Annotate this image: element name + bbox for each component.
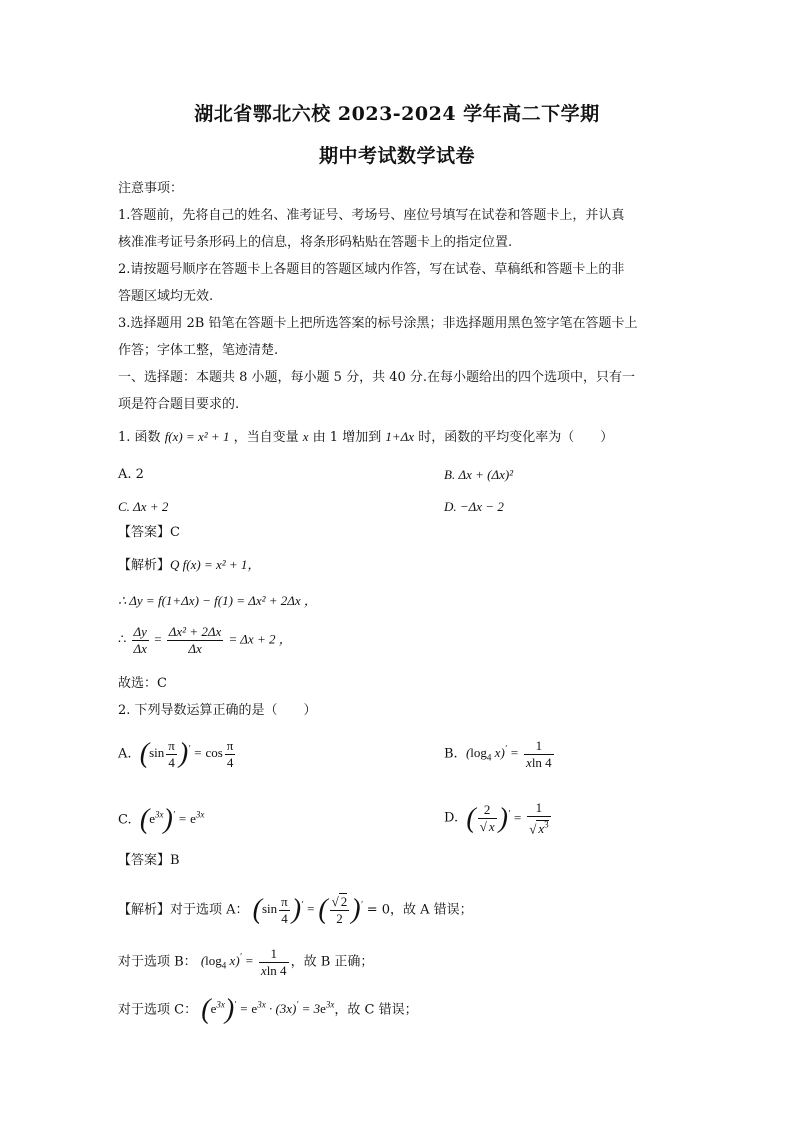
q2-option-d: D. ( $\frac{2}{√ x}$ )′ = $\frac{1}{√ x^3}$ bbox=[444, 800, 549, 837]
note-1-line-a: 1.答题前，先将自己的姓名、准考证号、考场号、座位号填写在试卷和答题卡上，并认真 bbox=[118, 208, 625, 223]
note-1-line-b: 核准准考证号条形码上的信息，将条形码粘贴在答题卡上的指定位置. bbox=[118, 235, 513, 250]
q2-stem: 2. 下列导数运算正确的是（ ） bbox=[118, 703, 317, 718]
q1-option-d: D. −Δx − 2 bbox=[444, 499, 504, 514]
q1-stem-variable: x bbox=[302, 429, 309, 444]
q1-conclusion: 故选：C bbox=[118, 676, 167, 691]
q1-stem-mid: ，当自变量 bbox=[233, 430, 299, 445]
exam-title-line2: 期中考试数学试卷 bbox=[318, 145, 475, 167]
q1-stem bbox=[118, 428, 613, 447]
q1-stem-mid2: 由 1 增加到 bbox=[312, 430, 382, 445]
note-2-line-b: 答题区域均无效. bbox=[118, 289, 214, 304]
section-intro-line-b: 项是符合题目要求的. bbox=[118, 397, 240, 412]
q2-analysis-c: 对于选项 C： $(e^{3x})' = e^{3x} \cdot (3x)' = 3e^{3x}$，故 C 错误； bbox=[118, 994, 418, 1026]
note-3-line-a: 3.选择题用 2B 铅笔在答题卡上把所选答案的标号涂黑；非选择题用黑色签字笔在答题卡上 bbox=[118, 316, 638, 331]
q1-analysis-line2: ∴ Δy = f(1+Δx) − f(1) = Δx² + 2Δx ， bbox=[118, 593, 317, 608]
q2-option-a: A. (sin $\frac{\pi}{4}$ )′ = cos $\frac{\pi}{4}$ bbox=[118, 738, 234, 770]
q1-stem-prefix: 1. 函数 bbox=[118, 430, 161, 445]
note-2-line-a: 2.请按题号顺序在答题卡上各题目的答题区域内作答，写在试卷、草稿纸和答题卡上的非 bbox=[118, 262, 625, 277]
q2-answer: 【答案】B bbox=[118, 853, 180, 868]
q1-fraction-mid: $\frac{\text{Δx² + 2Δx}}{\Delta x}$ bbox=[168, 624, 222, 656]
q1-analysis-label: 【解析】 bbox=[118, 558, 171, 573]
section-intro-line-a: 一、选择题：本题共 8 小题，每小题 5 分，共 40 分.在每小题给出的四个选项中，只有一 bbox=[118, 370, 636, 385]
q1-stem-function: f(x) = x² + 1 bbox=[164, 429, 230, 444]
q1-fraction-lhs: $\frac{\Delta y}{\Delta x}$ bbox=[133, 624, 147, 656]
note-3-line-b: 作答；字体工整，笔迹清楚. bbox=[118, 343, 279, 358]
q2-analysis-b: 对于选项 B： ($\log_4$ x)′ = $\frac{1}{xln 4}$ ，故 B 正确； bbox=[118, 946, 374, 978]
q1-fraction-result: = Δx + 2 ， bbox=[228, 631, 292, 647]
q1-stem-suffix: 时，函数的平均变化率为（ ） bbox=[418, 430, 614, 445]
q1-option-a: A. 2 bbox=[118, 467, 144, 482]
notes-heading: 注意事项： bbox=[118, 181, 184, 196]
q1-answer: 【答案】C bbox=[118, 525, 180, 540]
q1-option-b: B. Δx + (Δx)² bbox=[444, 467, 514, 482]
q1-analysis-line3: ∴ $\frac{\Delta y}{\Delta x}$ = $\frac{\text{Δx² + 2Δx}}{\Delta x}$ = Δx + 2 ， bbox=[118, 624, 292, 656]
q2-analysis-a: 【解析】对于选项 A： (sin $\frac{\pi}{4}$ )′ = ( $\frac{√ 2}{2}$ )′ = 0，故 A 错误； bbox=[118, 894, 473, 926]
q1-option-c: C. Δx + 2 bbox=[118, 499, 169, 514]
exam-title-line1: 湖北省鄂北六校 2023-2024 学年高二下学期 bbox=[194, 103, 600, 125]
q2-option-c: C. $(e^{3x})' = e^{3x}$ bbox=[118, 804, 205, 836]
q1-analysis-line1 bbox=[118, 556, 260, 575]
q1-analysis-given: Q f(x) = x² + 1， bbox=[170, 557, 261, 572]
q1-stem-endpoint: 1+Δx bbox=[385, 429, 415, 444]
q2-option-b: B. ($\log_4$ x)′ = $\frac{1}{xln 4}$ bbox=[444, 738, 552, 770]
